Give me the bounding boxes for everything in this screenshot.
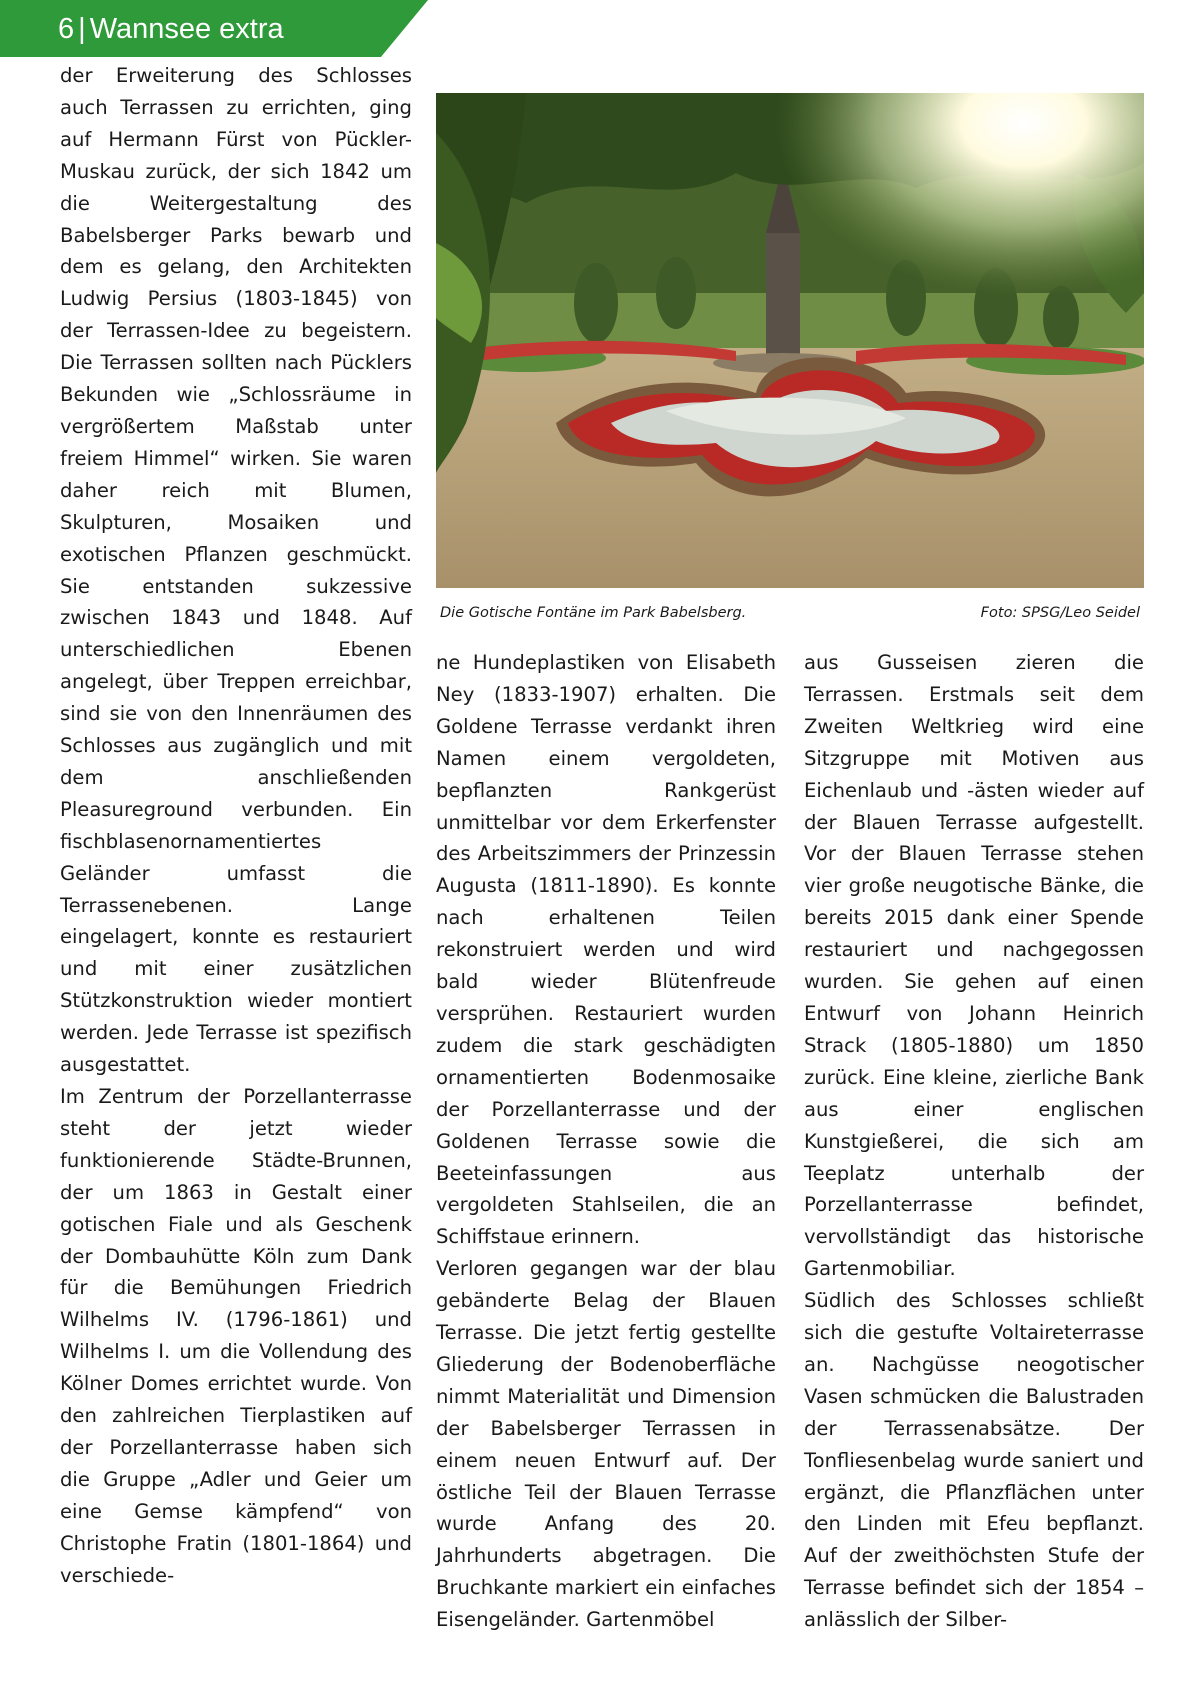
paragraph: Südlich des Schlosses schließt sich die gestufte Voltaireterrasse an. Nachgüsse neogotischer Vasen schmücken die Balustraden der Terrassenabsätze. Der Tonfliesenbelag wurde saniert und ergänzt, die Pflanzflächen unter den Linden mit Efeu bepflanzt. Auf der zweithöchsten Stufe der Terrasse befindet sich der 1854 – anlässlich der Silber-	[804, 1289, 1144, 1632]
paragraph: der Erweiterung des Schlosses auch Terrassen zu errichten, ging auf Hermann Fürst von Pückler-Muskau zurück, der sich 1842 um die Weitergestaltung des Babelsberger Parks bewarb und dem es gelang, den Architekten Ludwig Persius (1803-1845) von der Terrassen-Idee zu begeistern. Die Terrassen sollten nach Pücklers Bekunden wie „Schlossräume in vergrößertem Maßstab unter freiem Himmel“ wirken. Sie waren daher reich mit Blumen, Skulpturen, Mosaiken und exotischen Pflanzen geschmückt. Sie entstanden sukzessive zwischen 1843 und 1848. Auf unterschiedlichen Ebenen angelegt, über Treppen erreichbar, sind sie von den Innenräumen des Schlosses aus zugänglich und mit dem anschließenden Pleasureground verbunden. Ein fischblasenornamentiertes Geländer umfasst die Terrassenebenen. Lange eingelagert, konnte es restauriert und mit einer zusätzlichen Stützkonstruktion wieder montiert werden. Jede Terrasse ist spezifisch ausgestattet.	[60, 64, 412, 1077]
garden-photo	[436, 93, 1144, 588]
text-column-2	[436, 647, 776, 1636]
text-column-3	[804, 647, 1144, 1636]
paragraph: Verloren gegangen war der blau gebänderte Belag der Blauen Terrasse. Die jetzt fertig gestellte Gliederung der Bodenoberfläche nimmt Materialität und Dimension der Babelsberger Terrassen in einem neuen Entwurf auf. Der östliche Teil der Blauen Terrasse wurde Anfang des 20. Jahrhunderts abgetragen. Die Bruchkante markiert ein einfaches Eisengeländer. Gartenmöbel	[436, 1257, 776, 1632]
figure-caption: Die Gotische Fontäne im Park Babelsberg.	[440, 605, 747, 621]
text-column-1	[60, 60, 412, 1592]
paragraph: Im Zentrum der Porzellanterrasse steht der jetzt wieder funktionierende Städte-Brunnen, der um 1863 in Gestalt einer gotischen Fiale und als Geschenk der Dombauhütte Köln zum Dank für die Bemühungen Friedrich Wilhelms IV. (1796-1861) und Wilhelms I. um die Vollendung des Kölner Domes errichtet wurde. Von den zahlreichen Tierplastiken auf der Porzellanterrasse haben sich die Gruppe „Adler und Geier um eine Gemse kämpfend“ von Christophe Fratin (1801-1864) und verschiede-	[60, 1085, 412, 1587]
garden-photo-illustration	[436, 93, 1144, 588]
header-separator: |	[78, 13, 86, 45]
section-title: Wannsee extra	[89, 13, 284, 45]
page-number: 6	[58, 13, 75, 45]
paragraph: aus Gusseisen zieren die Terrassen. Erstmals seit dem Zweiten Weltkrieg wird eine Sitzgruppe mit Motiven aus Eichenlaub und -ästen wieder auf der Blauen Terrasse aufgestellt. Vor der Blauen Terrasse stehen vier große neugotische Bänke, die bereits 2015 dank einer Spende restauriert und nachgegossen wurden. Sie gehen auf einen Entwurf von Johann Heinrich Strack (1805-1880) um 1850 zurück. Eine kleine, zierliche Bank aus einer englischen Kunstgießerei, die sich am Teeplatz unterhalb der Porzellanterrasse befindet, vervollständigt das historische Gartenmobiliar.	[804, 651, 1144, 1281]
figure-caption-row	[440, 600, 1140, 626]
page-header	[58, 7, 284, 51]
photo-credit: Foto: SPSG/Leo Seidel	[980, 605, 1140, 621]
paragraph: ne Hundeplastiken von Elisabeth Ney (1833-1907) erhalten. Die Goldene Terrasse verdankt ihren Namen einem vergoldeten, bepflanzten Rankgerüst unmittelbar vor dem Erkerfenster des Arbeitszimmers der Prinzessin Augusta (1811-1890). Es konnte nach erhaltenen Teilen rekonstruiert werden und wird bald wieder Blütenfreude versprühen. Restauriert wurden zudem die stark geschädigten ornamentierten Bodenmosaike der Porzellanterrasse und der Goldenen Terrasse sowie die Beeteinfassungen aus vergoldeten Stahlseilen, die an Schiffstaue erinnern.	[436, 651, 776, 1249]
